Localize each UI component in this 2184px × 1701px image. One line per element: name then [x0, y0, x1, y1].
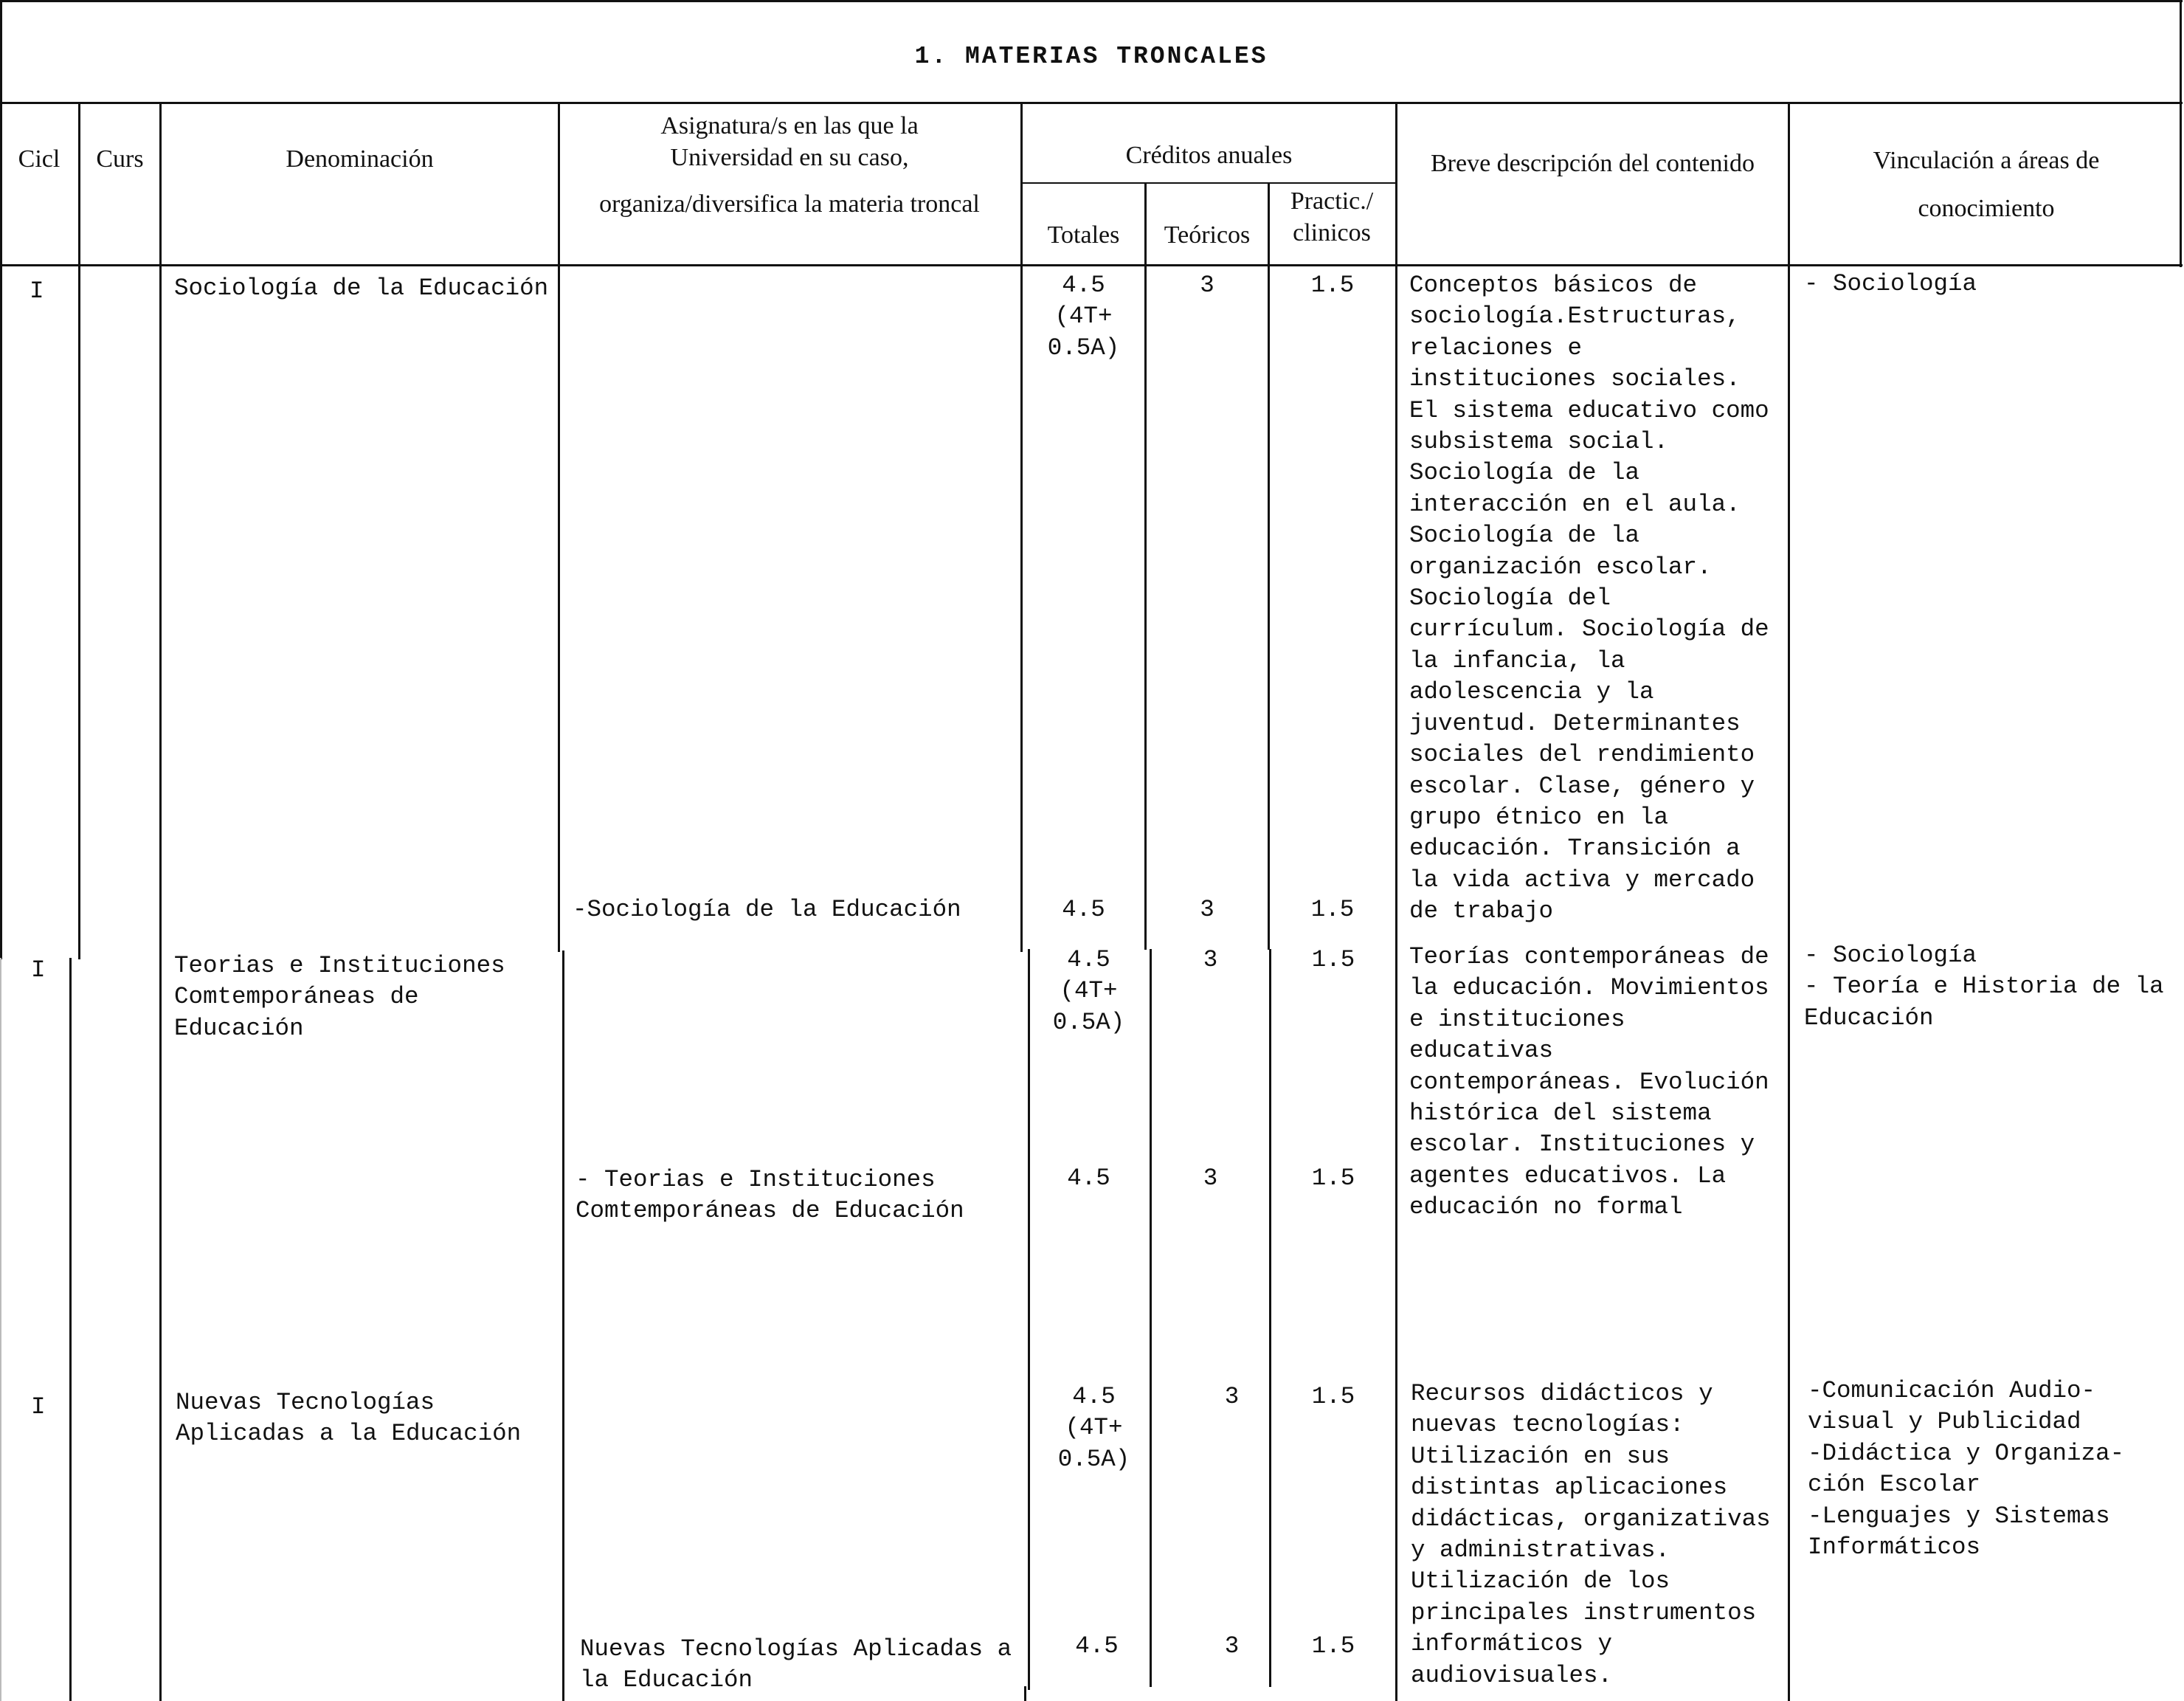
header-asignatura-line2: organiza/diversifica la materia troncal — [599, 190, 980, 218]
row1-teoricos: 3 — [1200, 272, 1214, 299]
title-divider — [0, 102, 2183, 104]
col-sep-descripcion — [1788, 103, 1790, 1701]
row1-asig-totales: 4.5 — [1062, 896, 1105, 923]
row2-descripcion: Teorías contemporáneas de la educación. Movimientos e instituciones educativas contemporáneas. Evolución histórica del sistema escolar. Instituciones y agentes educativos. La educación no formal — [1409, 943, 1769, 1221]
header-denominacion: Denominación — [286, 145, 434, 173]
row1-denominacion: Sociología de la Educación — [174, 275, 549, 302]
row3-practicos: 1.5 — [1311, 1383, 1355, 1410]
col-sep-denominacion-lower — [562, 950, 564, 1701]
row1-asignatura: -Sociología de la Educación — [573, 896, 961, 923]
header-vinculacion: Vinculación a áreas de conocimiento — [1873, 147, 2100, 222]
header-totales: Totales — [1047, 221, 1120, 249]
row2-totales: 4.5 (4T+ 0.5A) — [1052, 946, 1125, 1036]
col-sep-curs — [159, 103, 162, 1701]
row3-denominacion: Nuevas Tecnologías Aplicadas a la Educación — [176, 1389, 522, 1448]
row2-denominacion: Teorias e Instituciones Comtemporáneas de Educación — [174, 952, 505, 1042]
row2-vinculacion: - Sociología - Teoría e Historia de la Educación — [1804, 942, 2164, 1032]
row3-descripcion: Recursos didácticos y nuevas tecnologías: Utilización en sus distintas aplicaciones didácticas, organizativas y administrativas. Utilización de los principales instrumentos informáticos y audiovisuales. — [1411, 1380, 1771, 1689]
header-creditos-anuales: Créditos anuales — [1125, 142, 1293, 169]
col-sep-teoricos-lower — [1269, 949, 1271, 1687]
header-descripcion: Breve descripción del contenido — [1430, 150, 1755, 177]
col-sep-totales-lower — [1150, 949, 1152, 1687]
row2-ciclo: I — [31, 956, 46, 984]
row2-asig-totales: 4.5 — [1067, 1165, 1110, 1192]
row3-totales: 4.5 (4T+ 0.5A) — [1057, 1383, 1130, 1473]
row3-vinculacion: -Comunicación Audio- visual y Publicidad -Didáctica y Organiza- ción Escolar -Lenguajes y Sistemas Informáticos — [1808, 1377, 2125, 1562]
row1-totales: 4.5 (4T+ 0.5A) — [1047, 272, 1120, 362]
row3-teoricos: 3 — [1224, 1383, 1240, 1410]
row3-asig-practicos: 1.5 — [1311, 1632, 1355, 1660]
col-sep-practicos — [1395, 103, 1397, 1701]
col-sep-denominacion — [558, 103, 560, 952]
row1-ciclo: I — [30, 277, 44, 305]
row1-asig-teoricos: 3 — [1200, 896, 1214, 923]
row1-vinculacion: - Sociología — [1804, 270, 1977, 297]
creditos-subheader-divider — [1020, 182, 1395, 184]
table-border-top — [0, 0, 2183, 2]
col-sep-left-lower — [0, 958, 1, 1701]
row2-teoricos: 3 — [1203, 946, 1218, 973]
col-sep-cicl — [78, 103, 80, 959]
row3-asig-teoricos: 3 — [1224, 1632, 1240, 1660]
col-sep-cicl-lower — [69, 958, 72, 1701]
row1-practicos: 1.5 — [1310, 272, 1355, 299]
row3-asig-totales: 4.5 — [1075, 1632, 1119, 1660]
header-teoricos: Teóricos — [1164, 221, 1251, 249]
row2-asig-teoricos: 3 — [1203, 1165, 1218, 1192]
page-title: 1. MATERIAS TRONCALES — [914, 43, 1268, 70]
header-cicl: Cicl — [18, 145, 61, 173]
row2-asignatura: - Teorias e Instituciones Comtemporáneas de Educación — [576, 1166, 964, 1225]
row1-asig-practicos: 1.5 — [1310, 896, 1355, 923]
header-curs: Curs — [96, 145, 144, 173]
row3-asignatura: Nuevas Tecnologías Aplicadas a la Educación — [580, 1635, 1012, 1694]
row3-ciclo: I — [31, 1393, 46, 1421]
row2-practicos: 1.5 — [1311, 946, 1355, 973]
header-practicos: Practic./ clinicos — [1290, 187, 1374, 246]
header-divider — [0, 264, 2183, 266]
row1-descripcion: Conceptos básicos de sociología.Estructuras, relaciones e instituciones sociales. El sistema educativo como subsistema social. Sociología de la interacción en el aula. Sociología de la organización escolar. Sociología del currículum. Sociología de la infancia, la adolescencia y la juventud. Determinantes sociales del rendimiento escolar. Clase, género y grupo étnico en la educación. Transición a la vida activa y mercado de trabajo — [1409, 272, 1769, 925]
row2-asig-practicos: 1.5 — [1311, 1165, 1355, 1192]
header-asignatura-line1: Asignatura/s en las que la Universidad en su caso, — [660, 112, 919, 171]
col-sep-asignatura-lower — [1028, 949, 1030, 1690]
